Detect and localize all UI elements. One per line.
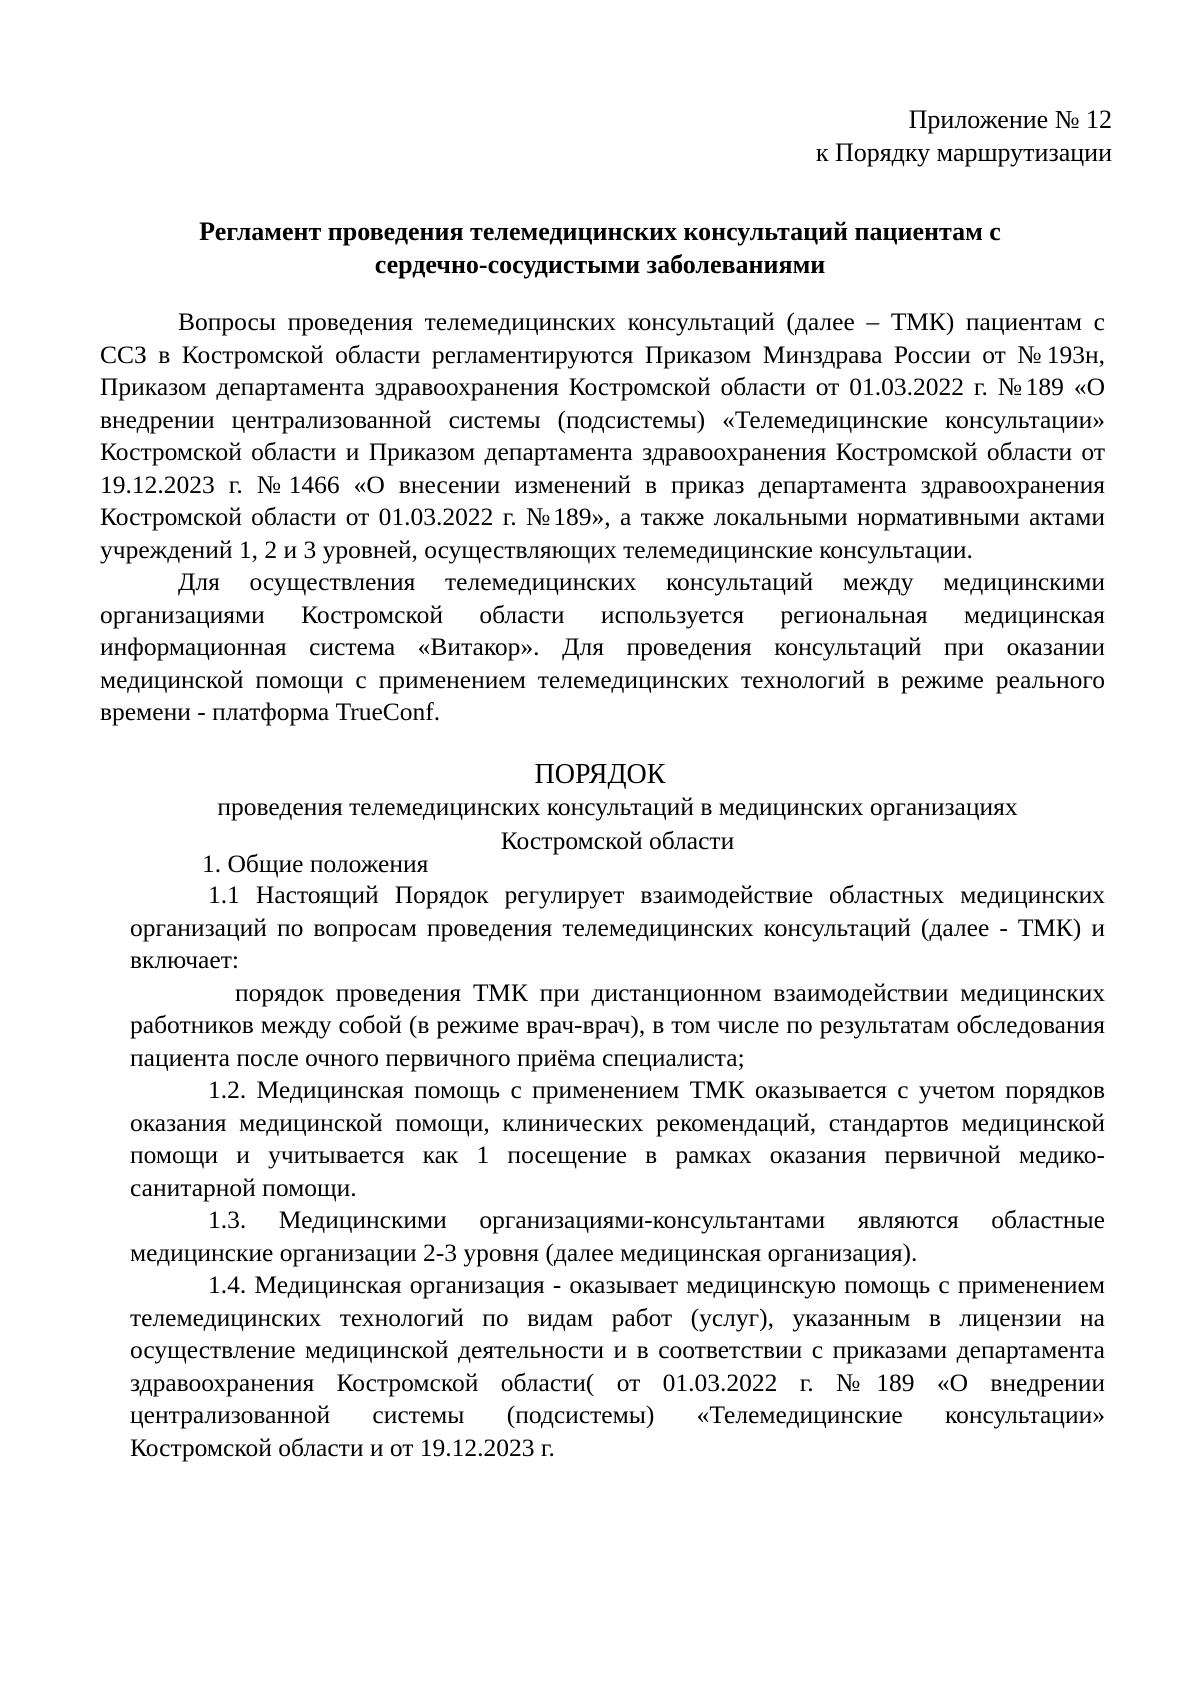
- document-title-line-2: сердечно-сосудистыми заболеваниями: [374, 250, 826, 279]
- intro-section: [100, 306, 1105, 729]
- intro-paragraph-2: Для осуществления телемедицинских консультаций между медицинскими организациями Костромской области используется региональная медицинская информационная система «Витакор». Для проведения консультаций при оказании медицинской помощи с применением телемедицинских технологий в режиме реального времени - платформа TrueConf.: [100, 567, 1105, 726]
- document-title-line-1: Регламент проведения телемедицинских консультаций пациентам с: [199, 217, 1001, 246]
- clause-1-3: 1.3. Медицинскими организациями-консультантами являются областные медицинские организации 2-3 уровня (далее медицинская организация).: [130, 1205, 1105, 1267]
- clause-1-4: 1.4. Медицинская организация - оказывает медицинскую помощь с применением телемедицинских технологий по видам работ (услуг), указанным в лицензии на осуществление медицинской деятельности и в соответствии с приказами департамента здравоохранения Костромской области( от 01.03.2022 г. №189 «О внедрении централизованной системы (подсистемы) «Телемедицинские консультации» Костромской области и от 19.12.2023 г.: [130, 1270, 1105, 1462]
- appendix-note: [816, 103, 1112, 169]
- clause-1-2: 1.2. Медицинская помощь с применением ТМК оказывается с учетом порядков оказания медицинской помощи, клинических рекомендаций, стандартов медицинской помощи и учитывается как 1 посещение в рамках оказания первичной медико-санитарной помощи.: [130, 1075, 1105, 1202]
- clause-1-1: 1.1 Настоящий Порядок регулирует взаимодействие областных медицинских организаций по вопросам проведения телемедицинских консультаций (далее - ТМК) и включает:: [130, 880, 1105, 974]
- clause-1-1-item: порядок проведения ТМК при дистанционном взаимодействии медицинских работников между собой (в режиме врач-врач), в том числе по результатам обследования пациента после очного первичного приёма специалиста;: [130, 977, 1105, 1072]
- order-subtitle-line-1: проведения телемедицинских консультаций в медицинских организациях: [217, 792, 1018, 821]
- appendix-reference: к Порядку маршрутизации: [815, 138, 1112, 167]
- section-body: [130, 879, 1105, 1464]
- order-heading: ПОРЯДОК: [534, 759, 666, 790]
- appendix-number: Приложение № 12: [908, 105, 1112, 134]
- order-subtitle-line-2: Костромской области: [500, 826, 735, 855]
- intro-paragraph-1: Вопросы проведения телемедицинских консультаций (далее – ТМК) пациентам с ССЗ в Костромской области регламентируются Приказом Минздрава России от №193н, Приказом департамента здравоохранения Костромской области от 01.03.2022 г. №189 «О внедрении централизованной системы (подсистемы) «Телемедицинские консультации» Костромской области и Приказом департамента здравоохранения Костромской области от 19.12.2023 г. №1466 «О внесении изменений в приказ департамента здравоохранения Костромской области от 01.03.2022 г. №189», а также локальными нормативными актами учреждений 1, 2 и 3 уровней, осуществляющих телемедицинские консультации.: [100, 307, 1105, 564]
- document-title: [100, 215, 1100, 281]
- section-heading-general: 1. Общие положения: [202, 849, 429, 878]
